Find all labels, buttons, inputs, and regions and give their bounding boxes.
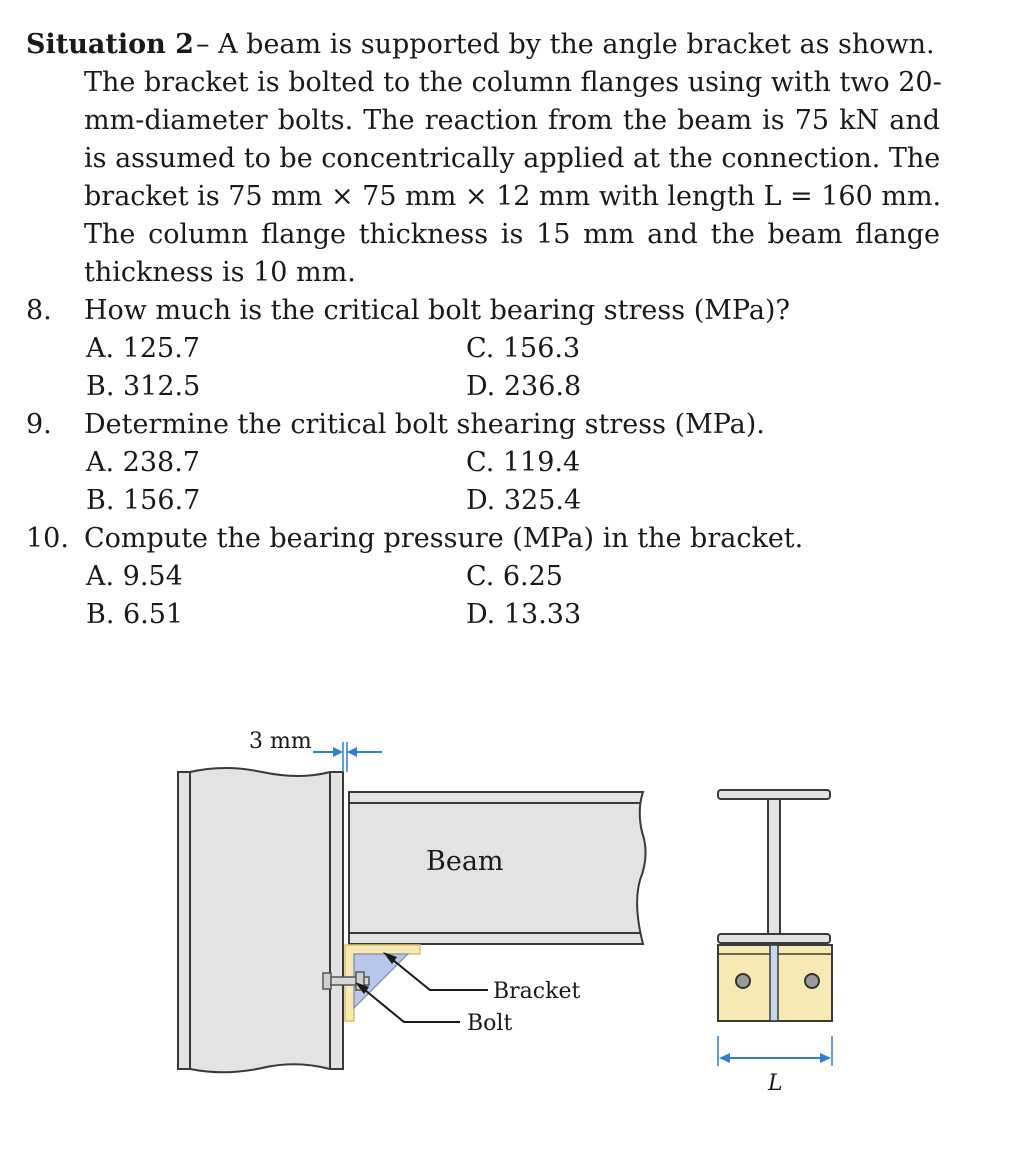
question-text: How much is the critical bolt bearing stress (MPa)? [84, 295, 790, 326]
situation-line-3: mm-diameter bolts. The reaction from the beam is 75 kN and [84, 105, 940, 136]
question-number: 8. [26, 295, 52, 326]
situation-heading: Situation 2 [26, 29, 194, 60]
beam-label: Beam [426, 846, 504, 877]
situation-line-1: – A beam is supported by the angle bracket as shown. [196, 29, 935, 60]
choice-b: B. 156.7 [86, 485, 201, 516]
column [178, 768, 343, 1072]
gap-label: 3 mm [249, 729, 312, 754]
bolt-head-right [805, 974, 819, 988]
choice-a: A. 238.7 [86, 447, 200, 478]
situation-line-2: The bracket is bolted to the column flanges using with two 20- [84, 67, 942, 98]
situation-line-4: is assumed to be concentrically applied at the connection. The [84, 143, 941, 174]
gap-dimension [249, 729, 382, 772]
bolt-label: Bolt [467, 1011, 513, 1036]
choice-a: A. 125.7 [86, 333, 200, 364]
length-label: L [768, 1071, 783, 1096]
situation-line-6: The column flange thickness is 15 mm and the beam flange [84, 219, 940, 250]
choice-b: B. 6.51 [86, 599, 184, 630]
question-text: Compute the bearing pressure (MPa) in the bracket. [84, 523, 804, 554]
bracket-section [718, 945, 832, 1021]
length-dimension [718, 1036, 832, 1096]
question-number: 10. [26, 523, 69, 554]
situation-line-5: bracket is 75 mm × 75 mm × 12 mm with length L = 160 mm. [84, 181, 942, 212]
question-text: Determine the critical bolt shearing stress (MPa). [84, 409, 765, 440]
choice-d: D. 236.8 [466, 371, 582, 402]
choice-a: A. 9.54 [86, 561, 183, 592]
choice-b: B. 312.5 [86, 371, 201, 402]
question-number: 9. [26, 409, 52, 440]
choice-d: D. 13.33 [466, 599, 582, 630]
beam-section [718, 790, 830, 943]
choice-c: C. 6.25 [466, 561, 563, 592]
choice-c: C. 156.3 [466, 333, 581, 364]
situation-line-7: thickness is 10 mm. [84, 257, 356, 288]
choice-d: D. 325.4 [466, 485, 582, 516]
bracket-label: Bracket [493, 979, 581, 1004]
bolt-head-left [736, 974, 750, 988]
beam [349, 792, 646, 944]
choice-c: C. 119.4 [466, 447, 581, 478]
